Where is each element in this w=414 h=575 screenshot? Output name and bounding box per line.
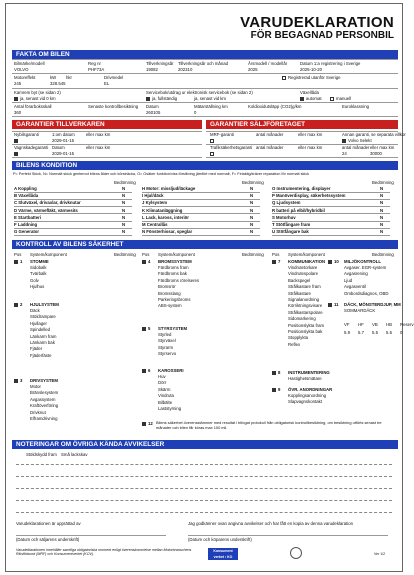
kondition-item: U Stötfångare bak (272, 229, 309, 235)
group-item: Backspegel (288, 277, 311, 283)
group-item: Strålkastare fram (288, 284, 321, 290)
konsumentverket-logo: Konsument verket • KO (208, 548, 238, 560)
group-heading: KOMMUNIKATION (288, 259, 326, 264)
fakta-value: 260105 (146, 110, 161, 115)
system-header: System/komponent (30, 252, 67, 257)
group-item: Strålkastare (288, 290, 311, 296)
group-item: Körriktningsvisare (288, 303, 323, 309)
fakta-label: Årsmodell / modellår (248, 61, 288, 66)
kondition-item: R batteri på elbil/hybridbil (272, 207, 325, 213)
group-item: Vindrutespolare (288, 271, 319, 277)
mrf-checkbox[interactable] (210, 139, 214, 143)
fakta-value: 245 (14, 81, 22, 86)
group-checkbox[interactable] (142, 369, 146, 373)
tread-header: Reserv (400, 322, 414, 327)
group-item: Ljud (344, 277, 353, 283)
fakta-value: 2025-10-20 (300, 67, 322, 72)
group-item: Hjullager (30, 320, 47, 326)
tread-header: HB (386, 322, 392, 327)
group-item: Laststyrning (158, 406, 182, 411)
group-item: Däck (30, 308, 40, 313)
fakta-label: Euroklassning (342, 104, 369, 109)
group-item: Länkarm bak (30, 340, 55, 345)
tread-value: 5.5 (386, 330, 392, 335)
footer-text: Varudeklarationen innehåller samtliga obligatoriska moment enligt överenskommelse mellan Motorbranschens Riksförbund (MRF) och Konsumentverket (KOV). (16, 548, 192, 557)
servicebok-value2: ja, senast vid km (194, 96, 227, 101)
group-heading: MILJÖKONTROLL (344, 259, 381, 264)
reg-abroad-label: Registrerad utanför Sverige (288, 75, 341, 80)
manuell-label: manuell (336, 96, 352, 101)
fakta-label: Bilmärke/modell (14, 61, 45, 66)
group-number: 5 (148, 326, 151, 331)
group-item: Drivknut (30, 409, 46, 415)
servicebok-checkbox[interactable] (146, 97, 150, 101)
bilsak-number: 12 (148, 421, 153, 426)
kondition-grade: N (380, 207, 384, 213)
page-subtitle: FÖR BEGAGNAD PERSONBIL (250, 30, 394, 41)
group-checkbox[interactable] (328, 303, 332, 307)
group-item: Bromsrör (158, 284, 176, 290)
divider (14, 235, 132, 236)
group-heading: BROMSSYSTEM (158, 259, 192, 264)
kondition-item: B Växellåda (14, 193, 39, 199)
group-checkbox[interactable] (272, 388, 276, 392)
kondition-grade: N (250, 193, 254, 199)
group-item: Vindrutetorkare (288, 265, 318, 270)
group-item: SOMMARDÄCK (344, 308, 376, 313)
fakta-label: hkr (66, 75, 72, 80)
sign-right-caption: (Datum och köparens underskrift) (188, 537, 252, 542)
fakta-value: VOLVO (14, 67, 29, 72)
group-checkbox[interactable] (14, 303, 18, 307)
garanti-label: Annan garanti, se separata villkor (342, 132, 406, 137)
group-item: Hastighetsmätare (288, 376, 322, 381)
kondition-grade: N (250, 186, 254, 191)
kondition-grade: N (122, 229, 126, 235)
mrf-seal-icon (290, 547, 302, 559)
annan-km: 30000 (370, 151, 382, 156)
automat-label: automat (306, 96, 322, 101)
reg-abroad-checkbox[interactable] (282, 76, 286, 80)
sign-right-label: Jag godkänner ovan angivna avvikelser och har fått en kopia av denna varudeklaration (188, 521, 354, 526)
section-noteringar: NOTERINGAR OM ÖVRIGA KÄNDA AVVIKELSER (12, 440, 398, 449)
group-item: Positionslykta bak (288, 329, 323, 334)
system-header: System/komponent (158, 252, 195, 257)
kamrem-label: Kamrem byt (se sidan 2) (14, 90, 61, 95)
fakta-value: 19082 (146, 67, 158, 72)
kondition-grade: N (380, 229, 384, 235)
group-number: 3 (20, 378, 23, 383)
section-fakta: FAKTA OM BILEN (12, 50, 398, 59)
group-heading: STYRSYSTEM (158, 326, 188, 331)
kondition-grade: N (122, 200, 126, 206)
kondition-item: H Motor: missljud/läckage (142, 186, 196, 191)
group-heading: KAROSSERI (158, 368, 184, 373)
fakta-label: Drivmedel (104, 75, 124, 80)
tread-header: VF (344, 322, 350, 327)
pos-header: Pos (272, 252, 280, 257)
notes-value: Små lackskav (61, 452, 88, 457)
garanti-label: antal månader (256, 132, 284, 137)
group-item: Styrservo (158, 351, 177, 357)
fakta-value: 0 (194, 110, 197, 115)
group-checkbox[interactable] (14, 260, 18, 264)
group-item: Färdbroms bak (158, 271, 187, 277)
kondition-item: D Värme, värmefläkt, värmesits (14, 207, 78, 213)
group-item: Avgaser. EGR-system (344, 265, 387, 270)
bilsak-text: Bilens säkerhet överensstämmer med resultat i bifogat protokoll från obligatorisk kontrollbesiktning, om besiktning utförts senast tre månader och bilen får köras max 100 mil. (156, 420, 382, 430)
fakta-value: EL (104, 81, 110, 86)
divider (12, 144, 202, 145)
page-number: Ver 1/2 (374, 552, 386, 556)
bedomning-header: Bedömning (114, 252, 136, 257)
nybil-date: 2029-01-15 (52, 138, 74, 143)
section-saljforetag: GARANTIER SÄLJFÖRETAGET (206, 120, 398, 129)
kondition-grade: N (250, 214, 254, 220)
group-item: Vindruta (158, 393, 174, 399)
group-item: Strålkastarspolare (288, 309, 323, 315)
tread-value: 5.5 (372, 330, 378, 335)
fakta-label: Senaste kontrollbesiktning (88, 104, 139, 109)
group-checkbox[interactable] (142, 260, 146, 264)
group-item: Huv (158, 374, 166, 379)
annan-value: Volvo Selekt (348, 138, 372, 143)
group-item: Styrled (158, 332, 172, 337)
group-item: Signalanordning (288, 297, 320, 302)
vagnskada-checkbox[interactable] (14, 152, 18, 156)
vaxellada-label: Växellåda (300, 90, 319, 95)
kondition-grade: N (380, 186, 384, 191)
kondition-grade: N (250, 200, 254, 206)
kondition-grade: N (380, 193, 384, 199)
kondition-grade: N (380, 214, 384, 220)
garanti-label: eller max km (86, 145, 111, 150)
fakta-value: 360 (14, 110, 22, 115)
kamrem-value: ja, senast vid 0 km (20, 96, 56, 101)
garanti-label: eller max km (298, 132, 323, 137)
group-number: 7 (278, 259, 281, 264)
manuell-checkbox[interactable] (330, 97, 334, 101)
fakta-label: kW (50, 75, 57, 80)
group-item: Dörr (158, 380, 167, 386)
declaration-page (5, 3, 414, 572)
servicebok-value: ja, fullständig (152, 96, 178, 101)
kondition-grade: N (122, 222, 126, 227)
kondition-item: A Koppling (14, 186, 37, 191)
group-checkbox[interactable] (272, 371, 276, 375)
garanti-label: antal månader (342, 145, 370, 150)
kondition-grade: N (122, 193, 126, 199)
group-heading: ÖVR. ANORDNINGAR (288, 387, 333, 392)
group-item: Motor (30, 384, 41, 389)
group-number: 1 (20, 259, 23, 264)
kondition-item: G Generator (14, 229, 40, 235)
group-checkbox[interactable] (14, 379, 18, 383)
garanti-label: Nybilsgaranti (14, 132, 39, 137)
group-item: Stopplykta (288, 335, 309, 341)
garanti-label: 1:om datum (52, 132, 75, 137)
tread-value: 0 (400, 330, 403, 335)
kondition-grade: N (122, 207, 126, 213)
kondition-grade: N (250, 207, 254, 213)
group-item: Tvärbalk (30, 271, 47, 277)
garanti-label: Trafiksäkerhetsgaranti (210, 145, 253, 150)
bilsak-checkbox[interactable] (142, 422, 146, 426)
bedomning-header: Bedömning (372, 252, 394, 257)
garanti-label: antal månader (256, 145, 284, 150)
group-item: Slapvagnskontakt (288, 399, 322, 405)
pos-header: Pos (14, 252, 22, 257)
annan-checkbox[interactable] (342, 139, 346, 143)
divider (272, 235, 390, 236)
group-item: Hjulhus (30, 284, 45, 290)
fakta-value: 202310 (178, 67, 193, 72)
garanti-label: eller max km (86, 132, 111, 137)
trafik-checkbox[interactable] (210, 152, 214, 156)
group-item: Fjäderfäste (30, 352, 52, 358)
kondition-item: F Laddning (14, 222, 38, 227)
group-item: Fjäder (30, 346, 43, 352)
divider (12, 59, 398, 60)
group-heading: HJULSYSTEM (30, 302, 59, 307)
fakta-label: Mätarställning km (194, 104, 228, 109)
garanti-label: eller max km (298, 145, 323, 150)
automat-checkbox[interactable] (300, 97, 304, 101)
bedomning-header: Bedömning (242, 252, 264, 257)
sign-left-caption: (Datum och säljarens underskrift) (16, 537, 80, 542)
kondition-item: C Slutväxel, drivaxlar, drivknutar (14, 200, 81, 206)
group-item: Färdbroms fram (158, 265, 189, 270)
page-title: VARUDEKLARATION (240, 14, 394, 31)
group-checkbox[interactable] (328, 260, 332, 264)
fakta-label: Antal förarboksskall (14, 104, 52, 109)
group-item: Styrväxel (158, 338, 176, 344)
group-heading: INSTRUMENTERING (288, 370, 330, 375)
group-number: 11 (334, 302, 339, 307)
section-kontroll: KONTROLL AV BILENS SÄKERHET (12, 240, 398, 249)
kondition-grade: N (122, 214, 126, 220)
kondition-item: L Lack, kaross, interiör (142, 214, 189, 220)
pos-header: Pos (142, 252, 150, 257)
fakta-label: Tillverkningsår (146, 61, 174, 66)
kamrem-checkbox[interactable] (14, 97, 18, 101)
group-item: Styrarm (158, 344, 174, 350)
group-item: Kraftöverföring (30, 403, 59, 409)
group-item: ABS-system (158, 303, 182, 309)
divider (12, 116, 398, 117)
divider (142, 235, 260, 236)
kondition-grade: N (122, 186, 126, 191)
kondition-item: O Instrumentering, displayer (272, 186, 331, 191)
divider (206, 144, 398, 145)
kondition-grade: N (380, 200, 384, 206)
tread-header: VB (372, 322, 378, 327)
group-item: Sidobalk (30, 265, 47, 270)
sign-left-label: Varudeklarationen är upprättad av (16, 521, 81, 526)
annan-months: 24 (342, 151, 347, 156)
system-header: System/komponent (288, 252, 325, 257)
group-item: Bränslesystem (30, 390, 59, 396)
group-heading: DÄCK, MÖNSTERDJUP, MM (344, 302, 401, 307)
kondition-item: M Centrallås (142, 222, 168, 227)
group-item: Färdbroms rörelseres (158, 277, 200, 283)
fakta-value: 328.545 (50, 81, 66, 86)
section-kondition: BILENS KONDITION (12, 161, 398, 170)
divider (12, 131, 202, 132)
servicebok-label: Servicebok/utdrag ur elektronisk servicebok (se sidan 2) (146, 90, 253, 95)
kondition-legend: P= Perfekt Skick, N= Normalt skick gentemot bilens ålder och körsträcka, O= Osäker funktion/viss förslitning jämfört med normalt, F= Felaktig/kräver reparation för normalt skick (13, 172, 310, 176)
group-heading: STOMME (30, 259, 49, 264)
garanti-label: Datum (52, 145, 65, 150)
kondition-grade: N (380, 222, 384, 227)
divider (12, 73, 398, 74)
divider (206, 131, 398, 132)
group-item: Elframdrivning (30, 416, 58, 421)
kondition-item: P Manöverdisplay, säkerhetssystem (272, 193, 346, 199)
group-item: Ombordsdiagnos, OBD (344, 290, 389, 296)
group-number: 4 (148, 259, 151, 264)
group-checkbox[interactable] (272, 260, 276, 264)
bedomning-header: Bedömning (372, 180, 394, 185)
group-item: Kopplingsanordning (288, 393, 326, 398)
vagnskada-date: 2029-01-15 (52, 151, 74, 156)
group-number: 10 (334, 259, 339, 264)
divider (12, 157, 202, 158)
fakta-value: PHF73A (88, 67, 105, 72)
kondition-item: I Hjul/däck (142, 193, 164, 199)
garanti-label: eller max km (370, 145, 395, 150)
group-item: Bilbälte (158, 399, 173, 405)
nybil-checkbox[interactable] (14, 139, 18, 143)
section-tillverkare: GARANTIER TILLVERKAREN (12, 120, 202, 129)
fakta-label: Datum (146, 104, 159, 109)
fakta-label: Datum 1:a registrering i Sverige (300, 61, 361, 66)
divider (12, 88, 398, 89)
fakta-label: Tillverkningsår och månad (178, 61, 228, 66)
kondition-item: S Motorhuv (272, 214, 296, 220)
kondition-grade: N (250, 229, 254, 235)
group-heading: DRIVSYSTEM (30, 378, 58, 383)
group-item: Avgasventil (344, 284, 366, 290)
group-item: Parkeringsbroms (158, 297, 191, 302)
group-item: Skärm (158, 386, 171, 392)
fakta-label: Koldioxidutsläpp (CO2)g/km (248, 104, 302, 109)
group-item: Länkarm fram (30, 333, 57, 339)
kondition-item: Q Ljudsystem (272, 200, 301, 206)
bedomning-header: Bedömning (114, 180, 136, 185)
garanti-label: MRF-garanti (210, 132, 234, 137)
group-item: Bromsslang (158, 290, 181, 296)
kondition-item: N Fönsterhissar, speglar (142, 229, 193, 235)
kondition-item: E Startbatteri (14, 214, 41, 220)
notes-label: Stöldskydd fram (26, 452, 57, 457)
group-number: 9 (278, 387, 281, 392)
kondition-item: K Klimatanläggning (142, 207, 183, 213)
divider (206, 157, 398, 158)
group-item: Avgasrening (344, 271, 368, 277)
group-checkbox[interactable] (142, 327, 146, 331)
bedomning-header: Bedömning (242, 180, 264, 185)
group-item: Sidomarkering (288, 316, 316, 322)
group-item: Stöldrampare (30, 314, 56, 320)
fakta-value: 2025 (248, 67, 258, 72)
tread-value: 5.7 (358, 330, 364, 335)
group-item: Golv (30, 277, 39, 283)
group-number: 2 (20, 302, 23, 307)
group-number: 6 (148, 368, 151, 373)
group-item: Reflex (288, 341, 301, 347)
group-item: Avgassystem (30, 396, 56, 402)
fakta-label: Reg nr (88, 61, 101, 66)
fakta-label: Motoreffekt (14, 75, 36, 80)
kondition-item: T Stötfångare fram (272, 222, 311, 227)
group-item: Spindelled (30, 327, 51, 333)
garanti-label: Vagnskadegaranti (14, 145, 49, 150)
kondition-grade: N (250, 222, 254, 227)
header (6, 4, 404, 46)
kondition-item: J Kylsystem (142, 200, 168, 206)
group-item: Positionslykta fram (288, 322, 325, 328)
divider (12, 102, 398, 103)
group-number: 8 (278, 370, 281, 375)
tread-value: 5.9 (344, 330, 350, 335)
tread-header: HF (358, 322, 364, 327)
